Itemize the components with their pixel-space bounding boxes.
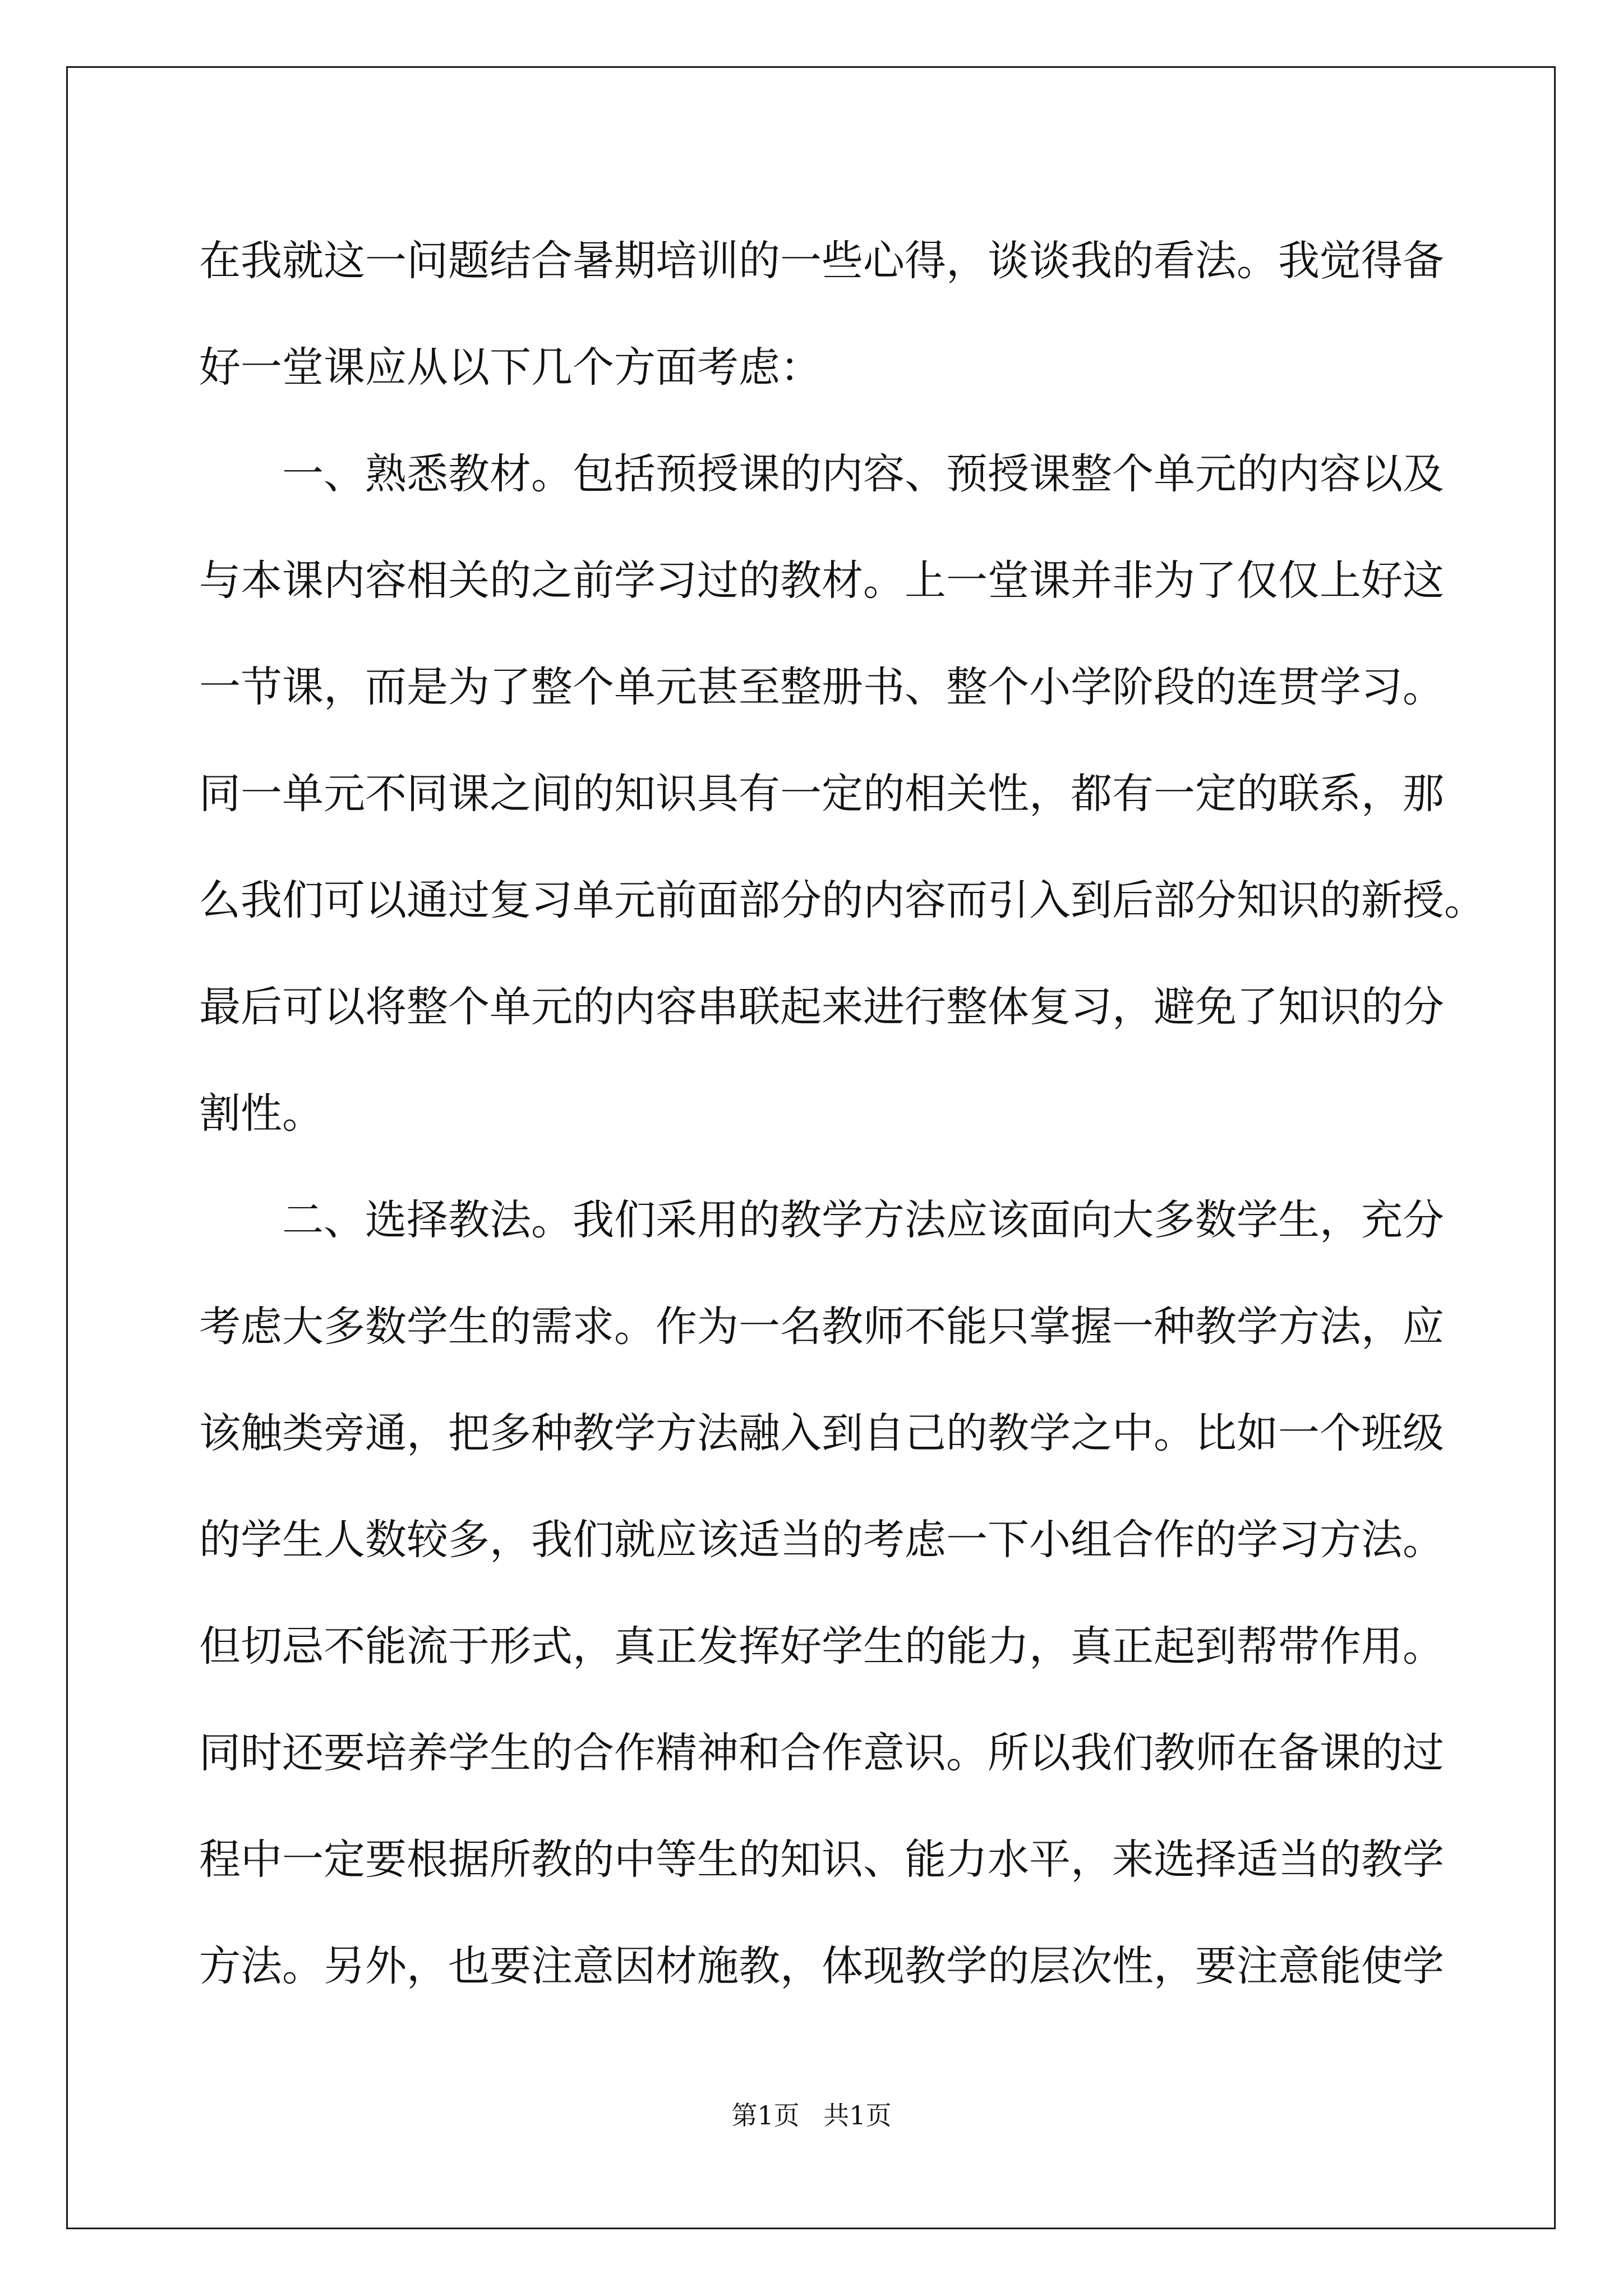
text-line: 在我就这一问题结合暑期培训的一些心得，谈谈我的看法。我觉得备 xyxy=(199,237,1444,285)
text-line: 一、熟悉教材。包括预授课的内容、预授课整个单元的内容以及 xyxy=(282,450,1444,498)
text-line: 二、选择教法。我们采用的教学方法应该面向大多数学生，充分 xyxy=(282,1196,1444,1244)
text-line: 方法。另外，也要注意因材施教，体现教学的层次性，要注意能使学 xyxy=(199,1942,1444,1990)
text-line: 割性。 xyxy=(199,1089,324,1138)
text-line: 好一堂课应从以下几个方面考虑： xyxy=(199,343,822,392)
text-line: 么我们可以通过复习单元前面部分的内容而引入到后部分知识的新授。 xyxy=(199,876,1486,924)
text-line: 该触类旁通，把多种教学方法融入到自己的教学之中。比如一个班级 xyxy=(199,1409,1444,1457)
page-footer xyxy=(0,2095,1623,2132)
text-line: 的学生人数较多，我们就应该适当的考虑一下小组合作的学习方法。 xyxy=(199,1516,1444,1564)
text-line: 最后可以将整个单元的内容串联起来进行整体复习，避免了知识的分 xyxy=(199,983,1444,1031)
text-line: 程中一定要根据所教的中等生的知识、能力水平，来选择适当的教学 xyxy=(199,1835,1444,1884)
text-line: 与本课内容相关的之前学习过的教材。上一堂课并非为了仅仅上好这 xyxy=(199,556,1444,605)
text-line: 同一单元不同课之间的知识具有一定的相关性，都有一定的联系，那 xyxy=(199,770,1444,818)
text-line: 一节课，而是为了整个单元甚至整册书、整个小学阶段的连贯学习。 xyxy=(199,663,1444,711)
text-line: 同时还要培养学生的合作精神和合作意识。所以我们教师在备课的过 xyxy=(199,1729,1444,1777)
document-body xyxy=(199,208,1486,2019)
page-total: 共1页 xyxy=(823,2100,892,2131)
page-number: 第1页 xyxy=(731,2100,800,2131)
text-line: 考虑大多数学生的需求。作为一名教师不能只掌握一种教学方法，应 xyxy=(199,1303,1444,1351)
text-line: 但切忌不能流于形式，真正发挥好学生的能力，真正起到帮带作用。 xyxy=(199,1622,1444,1671)
